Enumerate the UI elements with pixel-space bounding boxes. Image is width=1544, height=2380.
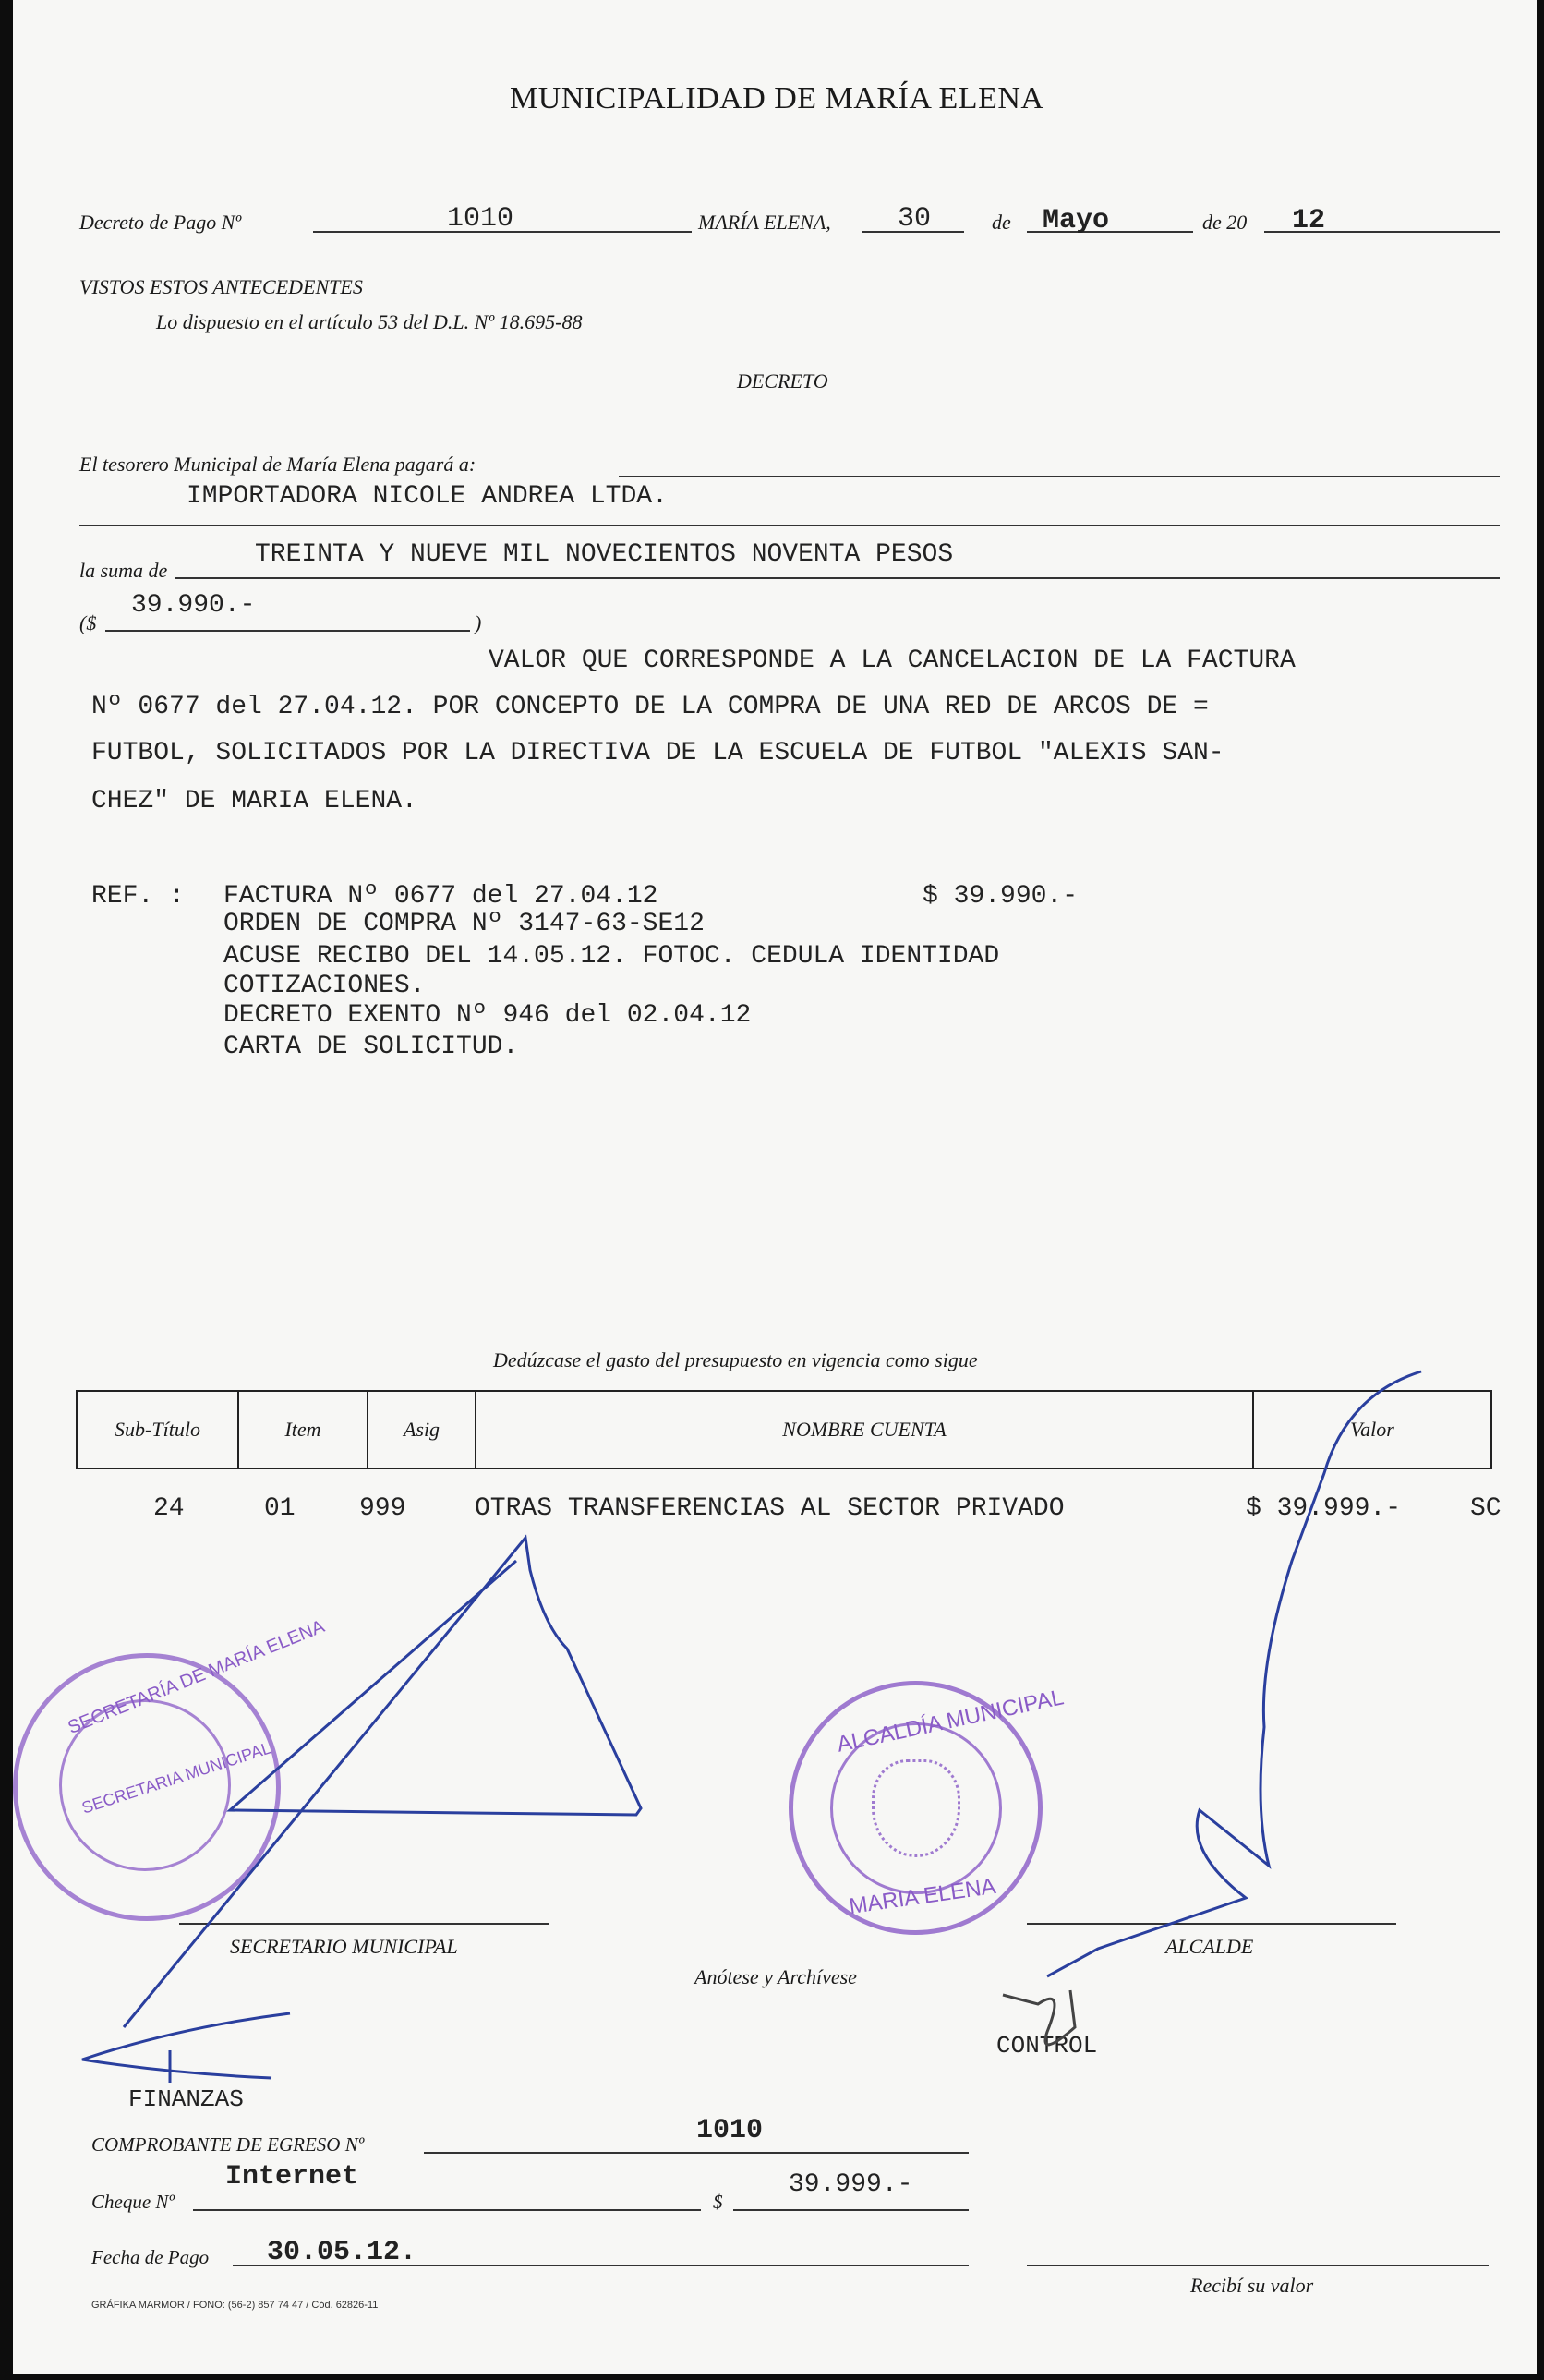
body-line-2: Nº 0677 del 27.04.12. POR CONCEPTO DE LA COMPRA DE UNA RED DE ARCOS DE = <box>91 693 1209 721</box>
col-valor: Valor <box>1350 1418 1394 1441</box>
right-stamp-bottom-text: MARIA ELENA <box>847 1873 998 1920</box>
cheque-value: Internet <box>225 2161 359 2193</box>
left-stamp-inner-text: SECRETARIA MUNICIPAL <box>79 1738 274 1818</box>
amount-number: 39.990.- <box>131 591 256 620</box>
ref-line-2: ORDEN DE COMPRA Nº 3147-63-SE12 <box>223 910 705 938</box>
ref-line-1: FACTURA Nº 0677 del 27.04.12 <box>223 882 658 911</box>
body-line-4: CHEZ" DE MARIA ELENA. <box>91 787 417 815</box>
comprobante-label: COMPROBANTE DE EGRESO Nº <box>91 2133 365 2156</box>
body-line-3: FUTBOL, SOLICITADOS POR LA DIRECTIVA DE LA ESCUELA DE FUTBOL "ALEXIS SAN- <box>91 739 1224 767</box>
ref-label: REF. : <box>91 882 185 911</box>
finanzas-label: FINANZAS <box>128 2085 244 2113</box>
control-label: CONTROL <box>996 2032 1098 2060</box>
suma-label: la suma de <box>79 559 168 582</box>
decree-place: MARÍA ELENA, <box>698 211 831 234</box>
signatures-ink <box>13 0 1537 2374</box>
finanzas-signature <box>82 2013 290 2083</box>
cheque-amount: 39.999.- <box>789 2170 913 2199</box>
fecha-value: 30.05.12. <box>267 2237 417 2268</box>
printer-imprint: GRÁFIKA MARMOR / FONO: (56-2) 857 74 47 / Cód. 62826-11 <box>91 2300 379 2311</box>
col-asig: Asig <box>368 1392 476 1468</box>
row-item: 01 <box>264 1494 296 1523</box>
fecha-label: Fecha de Pago <box>91 2246 210 2268</box>
tesorero-label: El tesorero Municipal de María Elena pagará a: <box>79 453 476 476</box>
ref-line-6: CARTA DE SOLICITUD. <box>223 1033 519 1061</box>
row-subtitulo: 24 <box>153 1494 185 1523</box>
recibi-label: Recibí su valor <box>1190 2274 1314 2297</box>
decree-year: 12 <box>1292 205 1326 236</box>
alcalde-label: ALCALDE <box>1165 1935 1254 1958</box>
ref-line-4: COTIZACIONES. <box>223 972 426 1000</box>
cheque-dollar: $ <box>713 2191 723 2213</box>
document-title: MUNICIPALIDAD DE MARÍA ELENA <box>510 81 1044 115</box>
comprobante-number: 1010 <box>696 2115 764 2146</box>
decreto-heading: DECRETO <box>737 369 828 393</box>
budget-caption: Dedúzcase el gasto del presupuesto en vigencia como sigue <box>493 1348 978 1371</box>
anotese-label: Anótese y Archívese <box>694 1965 857 1988</box>
decree-de-label: de <box>992 211 1011 234</box>
secretario-label: SECRETARIO MUNICIPAL <box>230 1935 458 1958</box>
amount-paren-open: ($ <box>79 611 97 634</box>
decree-day: 30 <box>898 203 932 235</box>
alcalde-signature <box>1047 1371 1421 1976</box>
control-signature <box>1003 1990 1075 2045</box>
payee-name: IMPORTADORA NICOLE ANDREA LTDA. <box>187 482 668 511</box>
ref-line-5: DECRETO EXENTO Nº 946 del 02.04.12 <box>223 1001 752 1030</box>
vistos-heading: VISTOS ESTOS ANTECEDENTES <box>79 275 363 298</box>
left-stamp-outer-text: SECRETARÍA DE MARÍA ELENA <box>65 1616 328 1738</box>
col-nombre-cuenta: NOMBRE CUENTA <box>476 1392 1254 1468</box>
right-stamp-top-text: ALCALDÍA MUNICIPAL <box>834 1685 1067 1758</box>
row-asig: 999 <box>359 1494 406 1523</box>
decree-year-prefix: de 20 <box>1202 211 1248 234</box>
body-line-1: VALOR QUE CORRESPONDE A LA CANCELACION DE LA FACTURA <box>489 646 1296 675</box>
row-cuenta: OTRAS TRANSFERENCIAS AL SECTOR PRIVADO <box>475 1494 1065 1523</box>
amount-paren-close: ) <box>475 611 482 634</box>
row-extra: SC <box>1470 1494 1502 1523</box>
row-valor: $ 39.999.- <box>1246 1494 1402 1523</box>
decree-month: Mayo <box>1043 205 1110 236</box>
col-subtitulo: Sub-Título <box>78 1392 239 1468</box>
col-item: Item <box>239 1392 368 1468</box>
ref-amount: $ 39.990.- <box>923 882 1079 911</box>
decree-number: 1010 <box>447 203 514 235</box>
cheque-label: Cheque Nº <box>91 2191 175 2213</box>
dispuesto-text: Lo dispuesto en el artículo 53 del D.L. Nº 18.695-88 <box>156 310 583 333</box>
ref-line-3: ACUSE RECIBO DEL 14.05.12. FOTOC. CEDULA IDENTIDAD <box>223 942 1000 971</box>
decree-number-label: Decreto de Pago Nº <box>79 211 242 234</box>
secretario-signature <box>124 1538 641 2027</box>
amount-in-words: TREINTA Y NUEVE MIL NOVECIENTOS NOVENTA PESOS <box>255 540 954 569</box>
document-sheet <box>13 0 1537 2374</box>
